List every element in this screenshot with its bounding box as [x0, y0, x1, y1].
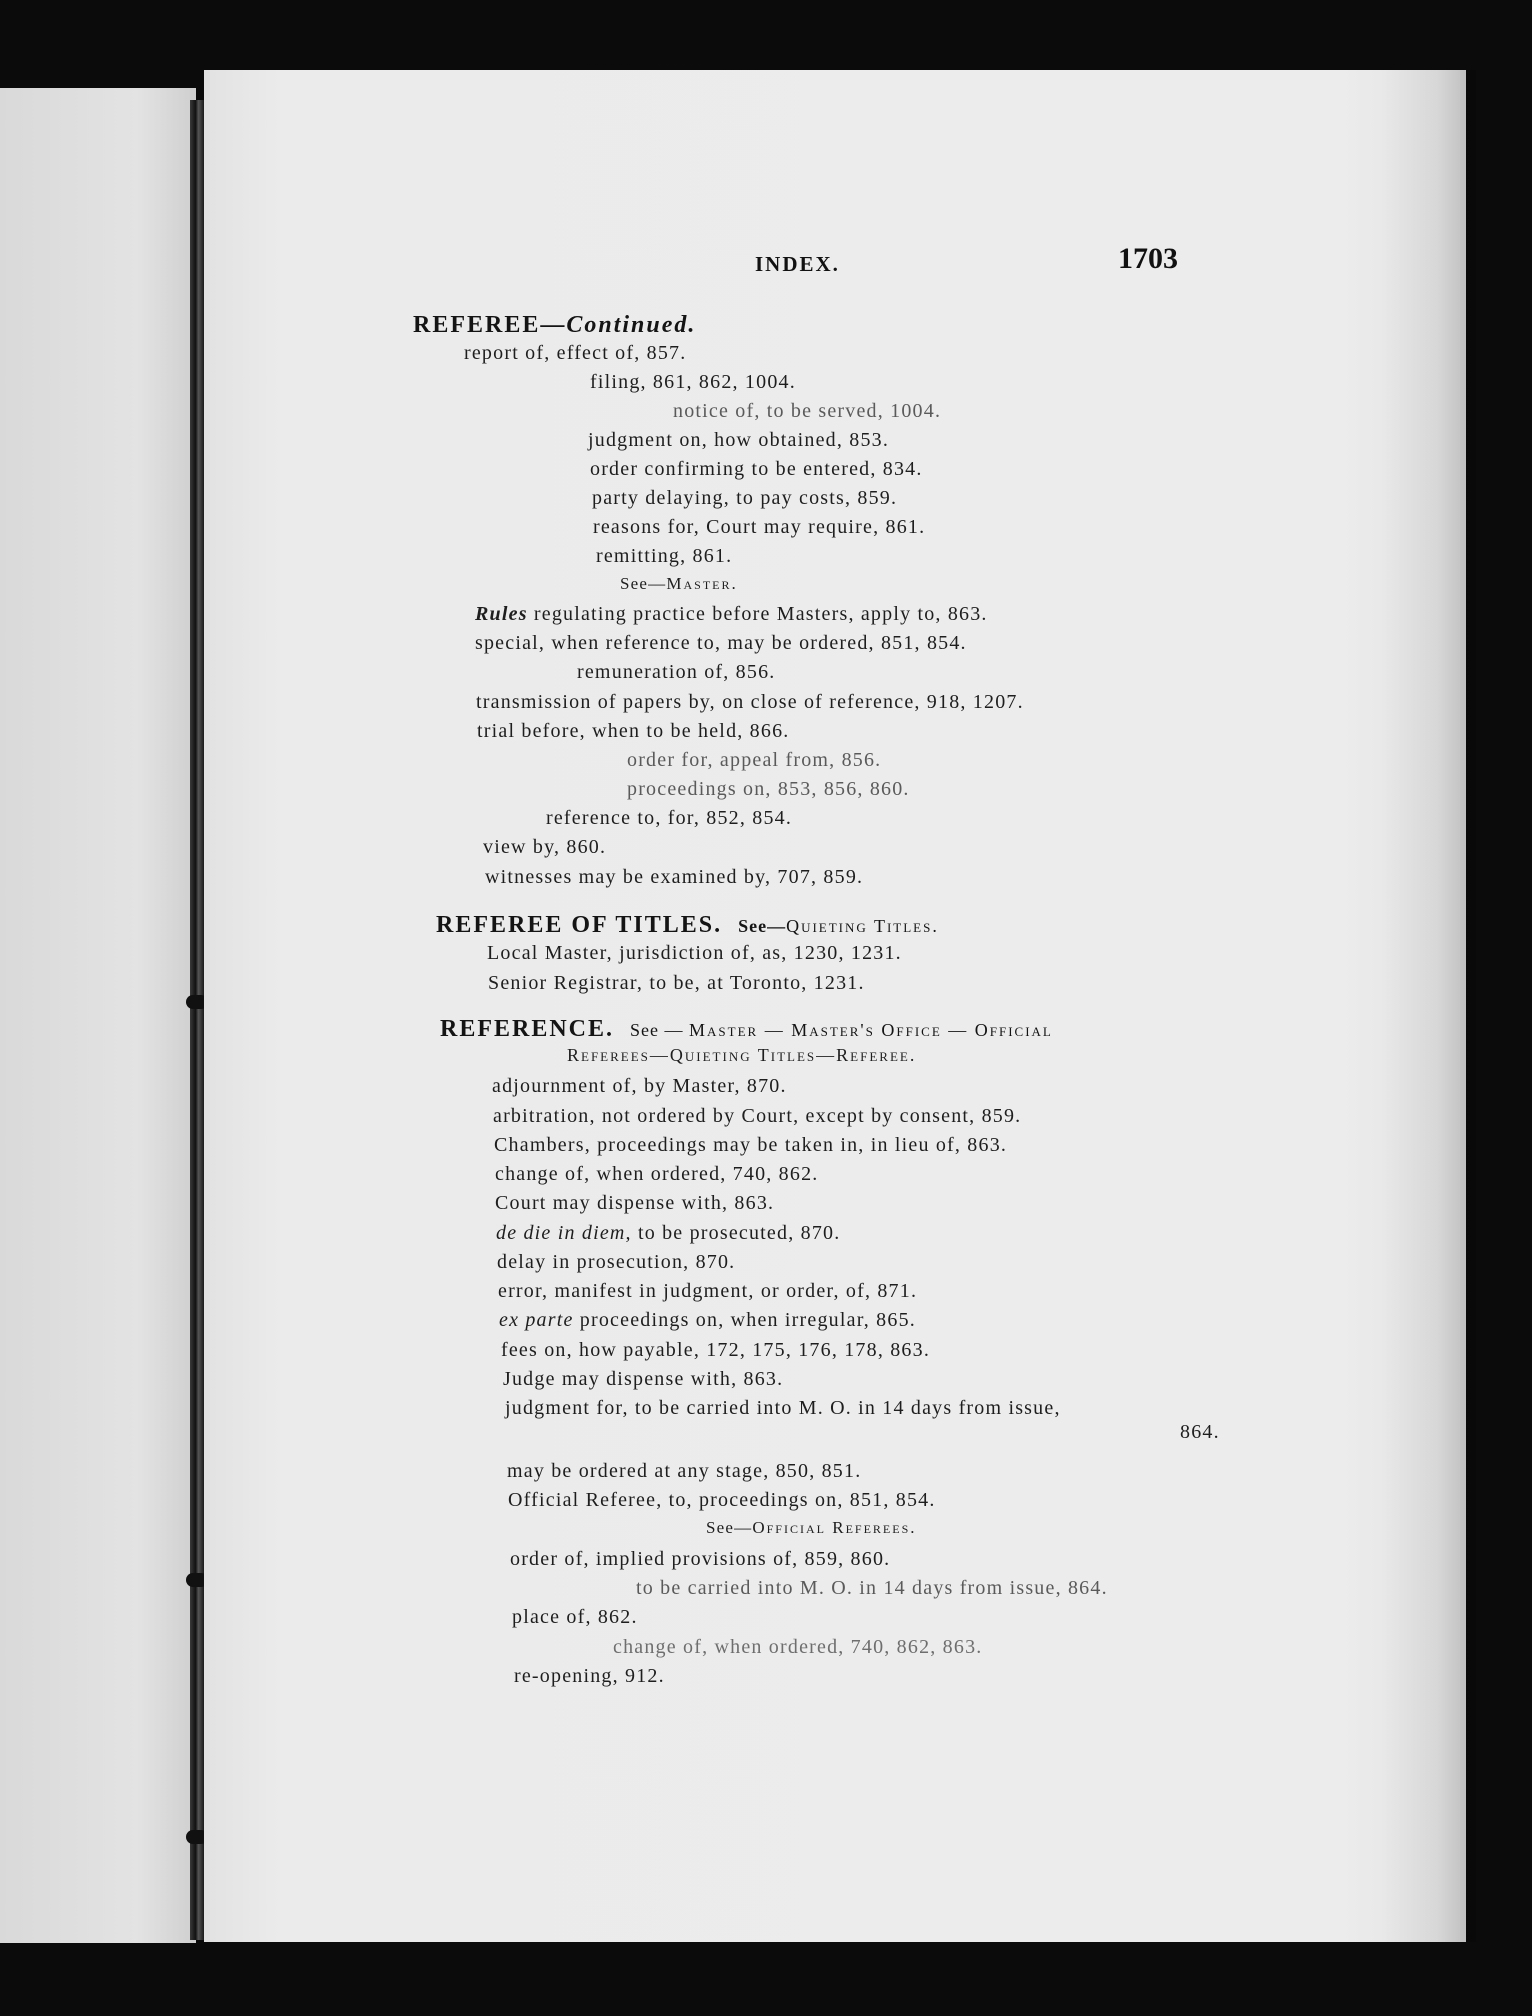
- index-entry: reference to, for, 852, 854.: [546, 807, 793, 829]
- index-entry: fees on, how payable, 172, 175, 176, 178, 863.: [501, 1339, 931, 1361]
- index-entry: transmission of papers by, on close of reference, 918, 1207.: [476, 691, 1024, 713]
- see-reference: See—Master.: [620, 574, 738, 593]
- index-entry: judgment for, to be carried into M. O. in 14 days from issue,: [505, 1397, 1061, 1419]
- index-heading-continuation: Referees—Quieting Titles—Referee.: [567, 1045, 917, 1065]
- index-entry: view by, 860.: [483, 836, 607, 858]
- index-entry: ex parte proceedings on, when irregular, 865.: [499, 1309, 916, 1331]
- index-entry: Rules regulating practice before Masters, apply to, 863.: [475, 603, 988, 625]
- index-entry: Judge may dispense with, 863.: [503, 1368, 784, 1390]
- index-heading-referee-of-titles: REFEREE OF TITLES. See—Quieting Titles.: [436, 912, 939, 938]
- index-entry: adjournment of, by Master, 870.: [492, 1075, 787, 1097]
- index-entry: change of, when ordered, 740, 862.: [495, 1163, 819, 1185]
- index-page: [204, 70, 1466, 1942]
- index-entry: party delaying, to pay costs, 859.: [592, 487, 898, 509]
- left-page: [0, 88, 196, 1943]
- index-entry: proceedings on, 853, 856, 860.: [627, 778, 910, 800]
- index-heading-reference: REFERENCE. See — Master — Master's Office — Official: [440, 1016, 1053, 1042]
- index-entry: Chambers, proceedings may be taken in, in lieu of, 863.: [494, 1134, 1008, 1156]
- index-entry: Official Referee, to, proceedings on, 851, 854.: [508, 1489, 936, 1511]
- running-head: INDEX.: [755, 252, 840, 276]
- see-reference: See—Official Referees.: [706, 1518, 917, 1537]
- index-entry: Court may dispense with, 863.: [495, 1192, 775, 1214]
- index-entry: re-opening, 912.: [514, 1665, 665, 1687]
- index-entry: change of, when ordered, 740, 862, 863.: [613, 1636, 983, 1658]
- page-number: 1703: [1118, 242, 1178, 275]
- index-entry: to be carried into M. O. in 14 days from issue, 864.: [636, 1577, 1108, 1599]
- index-entry: witnesses may be examined by, 707, 859.: [485, 866, 864, 888]
- index-heading-referee: REFEREE—Continued.: [413, 312, 697, 338]
- index-entry: may be ordered at any stage, 850, 851.: [507, 1460, 862, 1482]
- page-header: [0, 242, 1532, 282]
- page-edge-shadow: [1380, 70, 1476, 1942]
- index-entry: de die in diem, to be prosecuted, 870.: [496, 1222, 841, 1244]
- index-entry: Local Master, jurisdiction of, as, 1230, 1231.: [487, 942, 902, 964]
- index-entry: reasons for, Court may require, 861.: [593, 516, 926, 538]
- index-entry: trial before, when to be held, 866.: [477, 720, 790, 742]
- index-entry: filing, 861, 862, 1004.: [590, 371, 796, 393]
- index-entry: Senior Registrar, to be, at Toronto, 1231.: [488, 972, 865, 994]
- index-entry: order confirming to be entered, 834.: [590, 458, 923, 480]
- index-entry: remitting, 861.: [596, 545, 733, 567]
- index-entry: order for, appeal from, 856.: [627, 749, 882, 771]
- index-entry: special, when reference to, may be ordered, 851, 854.: [475, 632, 967, 654]
- book-spine: [190, 100, 204, 1940]
- index-entry: arbitration, not ordered by Court, except by consent, 859.: [493, 1105, 1022, 1127]
- index-entry: error, manifest in judgment, or order, of, 871.: [498, 1280, 918, 1302]
- index-entry: report of, effect of, 857.: [464, 342, 687, 364]
- index-entry-continuation: 864.: [1180, 1421, 1220, 1443]
- index-entry: order of, implied provisions of, 859, 860.: [510, 1548, 891, 1570]
- index-entry: judgment on, how obtained, 853.: [588, 429, 890, 451]
- index-entry: delay in prosecution, 870.: [497, 1251, 736, 1273]
- index-entry: remuneration of, 856.: [577, 661, 776, 683]
- index-entry: notice of, to be served, 1004.: [673, 400, 942, 422]
- index-entry: place of, 862.: [512, 1606, 638, 1628]
